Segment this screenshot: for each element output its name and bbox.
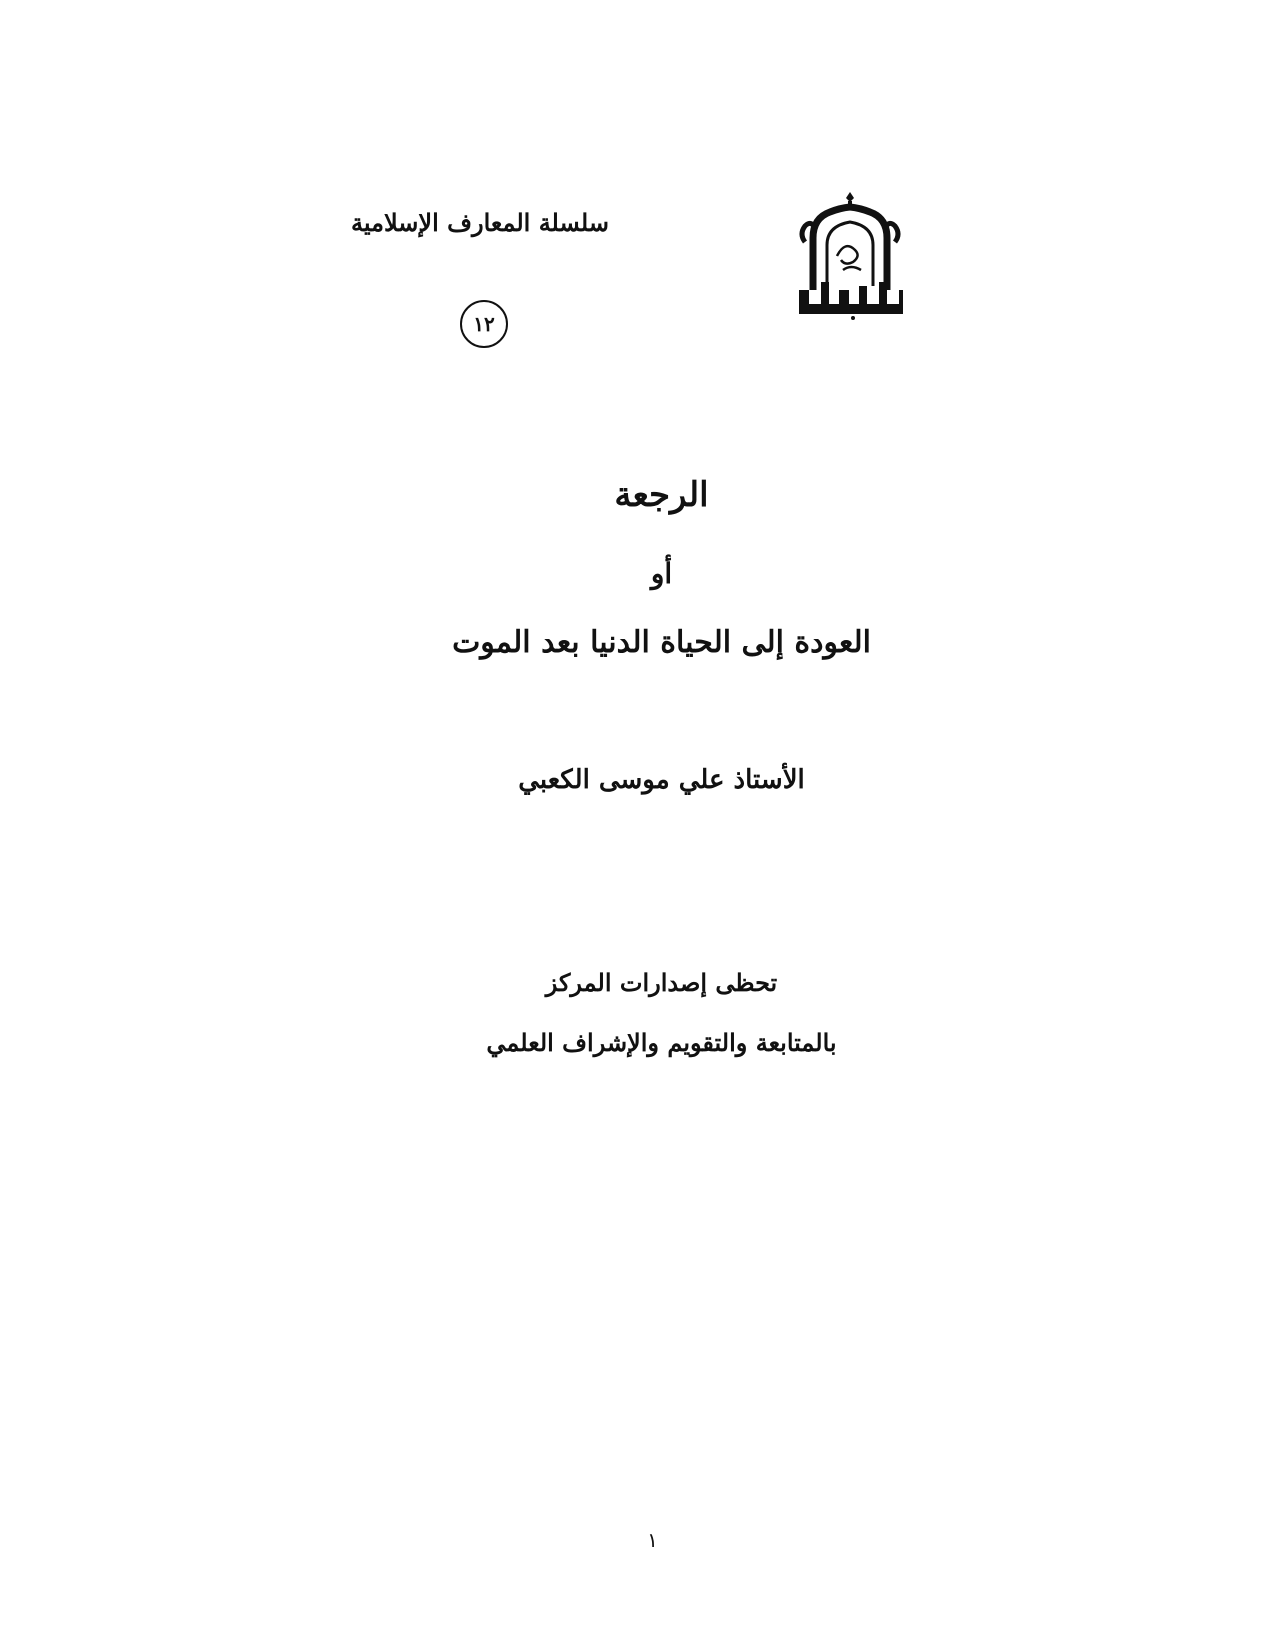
publisher-note-line-1: تحظى إصدارات المركز <box>545 968 778 997</box>
page-number: ١ <box>647 1528 658 1552</box>
publisher-note-line-2: بالمتابعة والتقويم والإشراف العلمي <box>486 1028 837 1057</box>
book-subtitle: العودة إلى الحياة الدنيا بعد الموت <box>452 625 871 660</box>
author-name: الأستاذ علي موسى الكعبي <box>518 765 805 795</box>
book-title: الرجعة <box>614 475 709 515</box>
series-number-text: ١٢ <box>473 312 495 336</box>
series-title: سلسلة المعارف الإسلامية <box>351 208 609 237</box>
title-connector: أو <box>650 557 673 590</box>
publisher-logo-icon <box>795 190 905 320</box>
series-number-badge <box>460 300 508 348</box>
